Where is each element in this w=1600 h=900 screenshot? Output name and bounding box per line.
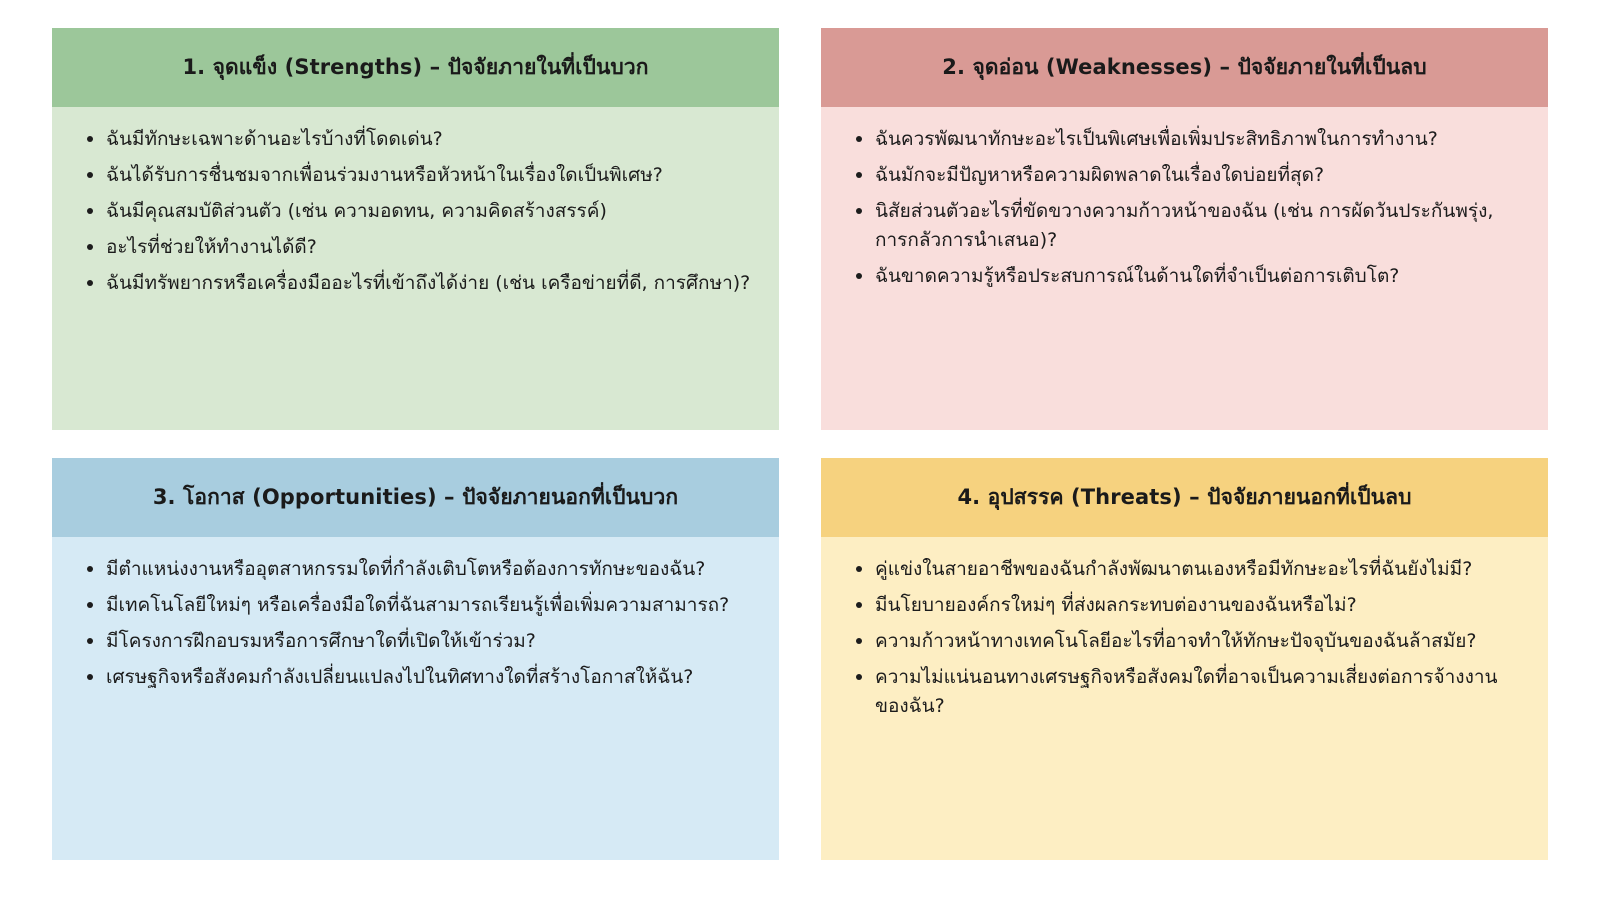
quadrant-threats-body — [821, 537, 1548, 860]
list-item: ความก้าวหน้าทางเทคโนโลยีอะไรที่อาจทำให้ทักษะปัจจุบันของฉันล้าสมัย? — [873, 627, 1522, 656]
quadrant-strengths — [52, 28, 779, 430]
list-item: เศรษฐกิจหรือสังคมกำลังเปลี่ยนแปลงไปในทิศทางใดที่สร้างโอกาสให้ฉัน? — [104, 663, 753, 692]
list-item: นิสัยส่วนตัวอะไรที่ขัดขวางความก้าวหน้าของฉัน (เช่น การผัดวันประกันพรุ่ง, การกลัวการนำเสนอ)? — [873, 197, 1522, 255]
list-item: ความไม่แน่นอนทางเศรษฐกิจหรือสังคมใดที่อาจเป็นความเสี่ยงต่อการจ้างงานของฉัน? — [873, 663, 1522, 721]
quadrant-weaknesses-list — [847, 125, 1522, 290]
list-item: มีโครงการฝึกอบรมหรือการศึกษาใดที่เปิดให้เข้าร่วม? — [104, 627, 753, 656]
quadrant-strengths-body — [52, 107, 779, 430]
quadrant-strengths-list — [78, 125, 753, 297]
quadrant-weaknesses-title: 2. จุดอ่อน (Weaknesses) – ปัจจัยภายในที่เป็นลบ — [821, 28, 1548, 107]
quadrant-threats — [821, 458, 1548, 860]
quadrant-opportunities-body — [52, 537, 779, 860]
list-item: ฉันมีทรัพยากรหรือเครื่องมืออะไรที่เข้าถึงได้ง่าย (เช่น เครือข่ายที่ดี, การศึกษา)? — [104, 269, 753, 298]
list-item: มีเทคโนโลยีใหม่ๆ หรือเครื่องมือใดที่ฉันสามารถเรียนรู้เพื่อเพิ่มความสามารถ? — [104, 591, 753, 620]
quadrant-opportunities-list — [78, 555, 753, 692]
list-item: ฉันมีทักษะเฉพาะด้านอะไรบ้างที่โดดเด่น? — [104, 125, 753, 154]
quadrant-threats-list — [847, 555, 1522, 720]
list-item: ฉันควรพัฒนาทักษะอะไรเป็นพิเศษเพื่อเพิ่มประสิทธิภาพในการทำงาน? — [873, 125, 1522, 154]
list-item: อะไรที่ช่วยให้ทำงานได้ดี? — [104, 233, 753, 262]
quadrant-strengths-title: 1. จุดแข็ง (Strengths) – ปัจจัยภายในที่เป็นบวก — [52, 28, 779, 107]
list-item: มีตำแหน่งงานหรืออุตสาหกรรมใดที่กำลังเติบโตหรือต้องการทักษะของฉัน? — [104, 555, 753, 584]
list-item: ฉันได้รับการชื่นชมจากเพื่อนร่วมงานหรือหัวหน้าในเรื่องใดเป็นพิเศษ? — [104, 161, 753, 190]
quadrant-threats-title: 4. อุปสรรค (Threats) – ปัจจัยภายนอกที่เป็นลบ — [821, 458, 1548, 537]
quadrant-opportunities-title: 3. โอกาส (Opportunities) – ปัจจัยภายนอกที่เป็นบวก — [52, 458, 779, 537]
quadrant-weaknesses — [821, 28, 1548, 430]
quadrant-weaknesses-body — [821, 107, 1548, 430]
list-item: คู่แข่งในสายอาชีพของฉันกำลังพัฒนาตนเองหรือมีทักษะอะไรที่ฉันยังไม่มี? — [873, 555, 1522, 584]
list-item: ฉันมักจะมีปัญหาหรือความผิดพลาดในเรื่องใดบ่อยที่สุด? — [873, 161, 1522, 190]
list-item: มีนโยบายองค์กรใหม่ๆ ที่ส่งผลกระทบต่องานของฉันหรือไม่? — [873, 591, 1522, 620]
list-item: ฉันมีคุณสมบัติส่วนตัว (เช่น ความอดทน, ความคิดสร้างสรรค์) — [104, 197, 753, 226]
quadrant-opportunities — [52, 458, 779, 860]
list-item: ฉันขาดความรู้หรือประสบการณ์ในด้านใดที่จำเป็นต่อการเติบโต? — [873, 262, 1522, 291]
